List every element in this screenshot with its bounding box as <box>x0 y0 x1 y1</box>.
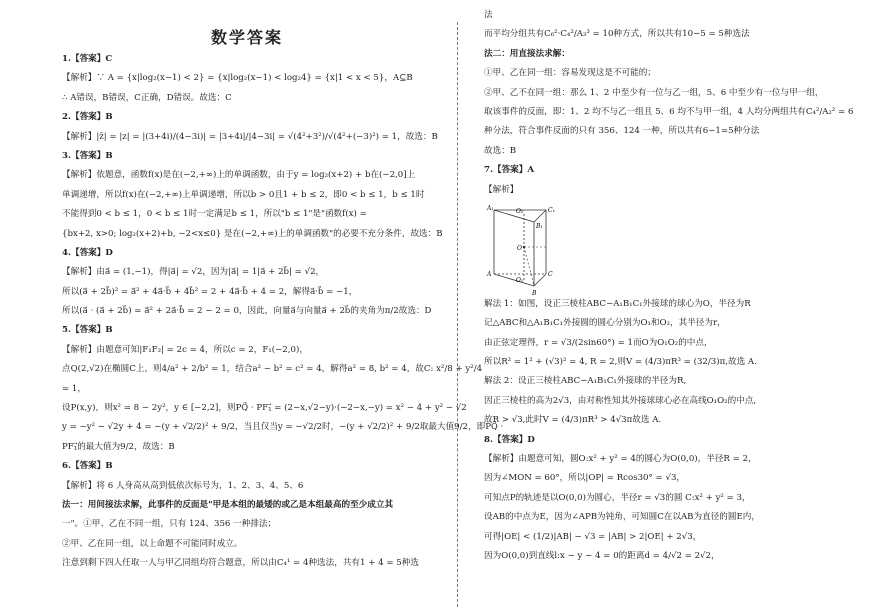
text-line: 所以(a⃗ · (a⃗ + 2b⃗) = a⃗² + 2a⃗·b⃗ = 2 − 2 = 0，因此，向量a⃗与向量a⃗ + 2b⃗的夹角为π/2故选：D <box>62 306 432 317</box>
figure-label: O₂ <box>516 207 524 215</box>
text-line: 所以R² = 1² + (√3)² = 4, R = 2,则V = (4/3)πR³ = (32/3)π,故选 A. <box>484 357 757 368</box>
text-line: 7.【答案】A <box>484 165 535 176</box>
text-line: 1.【答案】C <box>62 54 113 64</box>
text-line: 种分法，符合事件反面的只有 356、124 一种，所以共有6−1=5种分法 <box>484 126 760 137</box>
text-line: ②甲、乙在同一组，以上命题不可能同时成立。 <box>62 538 243 549</box>
figure-label: A₁ <box>487 204 494 212</box>
text-line: 【解析】∵ A = {x|log₂(x−1) < 2} = {x|log₂(x−1) < log₂4} = {x|1 < x < 5}，A⊆B <box>62 73 413 84</box>
text-line: 【解析】|z̄| = |z| = |(3+4i)/(4−3i)| = |3+4i|/|4−3i| = √(4²+3²)/√(4²+(−3)²) = 1，故选：B <box>62 131 438 142</box>
text-line: 一"。①甲、乙在不同一组，只有 124、356 一种排法； <box>62 519 277 530</box>
text-line: ①甲、乙在同一组：容易发现这是不可能的； <box>484 68 656 79</box>
text-line: {bx+2, x>0; log₂(x+2)+b, −2<x≤0} 是在(−2,+∞)上的单调函数"的必要不充分条件，故选：B <box>62 228 443 239</box>
text-line: 不能得到0 < b ≤ 1，0 < b ≤ 1时一定满足b ≤ 1，所以"b ≤ 1"是"函数f(x) = <box>62 209 367 220</box>
text-line: 6.【答案】B <box>62 461 113 472</box>
figure-label: B₁ <box>536 222 543 230</box>
page-title: 数学答案 <box>210 28 283 47</box>
text-line: 2.【答案】B <box>62 112 113 123</box>
text-line: 由正弦定理得，r = √3/(2sin60°) = 1而O为O₁O₂的中点， <box>484 337 713 348</box>
text-line: 可知点P的轨迹是以O(0,0)为圆心，半径r = √3的圆 C:x² + y² = 3， <box>484 492 751 503</box>
text-line: 设AB的中点为E，因为∠APB为钝角，可知圆C在以AB为直径的圆E内， <box>484 512 760 523</box>
text-line: 法二：用直接法求解： <box>484 48 570 59</box>
text-line: 3.【答案】B <box>62 150 113 161</box>
text-line: 【解析】由a⃗ = (1,−1)，得|a⃗| = √2，因为|a⃗| = 1|a⃗ + 2b⃗| = √2， <box>62 267 325 278</box>
text-line: 可得|OE| < (1/2)|AB| − √3 = |AB| > 2|OE| + 2√3， <box>484 531 702 542</box>
left-line-list <box>62 54 504 578</box>
right-column <box>484 10 854 570</box>
column-divider <box>457 22 459 607</box>
text-line: 故R > √3,此时V = (4/3)πR³ > 4√3π故选 A. <box>484 415 662 426</box>
text-line: 法一：用间接法求解，此事件的反面是"甲是本组的最矮的或乙是本组最高的至少成立其 <box>62 499 394 510</box>
text-line: 因为O(0,0)到直线l:x − y − 4 = 0的距离d = 4/√2 = 2√2， <box>484 550 720 561</box>
text-line: y = −y² − √2y + 4 = −(y + √2/2)² + 9/2，当且仅当y = −√2/2时，−(y + √2/2)² + 9/2取最大值9/2，即PQ⃗ · <box>62 422 504 433</box>
right-line-list-top <box>484 10 854 204</box>
text-line: 取该事件的反面，即：1、2 均不与乙一组且 5、6 均不与甲一组，4 人均分两组共有C₄²/A₂² = 6 <box>484 106 854 117</box>
text-line: 而平均分组共有C₆²·C₄²/A₃³ = 10种方式，所以共有10−5 = 5种选法 <box>484 29 750 40</box>
prism-figure <box>484 204 834 299</box>
text-line: 所以(a⃗ + 2b⃗)² = a⃗² + 4a⃗·b⃗ + 4b⃗² = 2 + 4a⃗·b⃗ + 4 = 2，解得a⃗·b⃗ = −1， <box>62 286 358 297</box>
text-line: PF₁⃗的最大值为9/2，故选：B <box>62 441 175 452</box>
text-line: 单调递增，所以f(x)在(−2,+∞)上单调递增，所以b > 0且1 + b ≤ 2，即0 < b ≤ 1，b ≤ 1时 <box>62 189 425 200</box>
figure-label: C₁ <box>548 206 555 214</box>
text-line: = 1， <box>62 383 86 394</box>
text-line: 因为∠MON = 60°，所以|OP| = Rcos30° = √3， <box>484 473 686 484</box>
text-line: 4.【答案】D <box>62 247 113 258</box>
text-line: 故选：B <box>484 145 517 156</box>
text-line: 【解析】由题意可知|F₁F₂| = 2c = 4，所以c = 2，F₁(−2,0)， <box>62 344 308 355</box>
text-line: 设P(x,y)，则x² = 8 − 2y²，y ∈ [−2,2]，则PQ⃗ · PF₁⃗ = (2−x,√2−y)·(−2−x,−y) = x² − 4 + y² − √2 <box>62 403 467 414</box>
figure-label: A <box>487 270 492 278</box>
text-line: 点Q(2,√2)在椭圆C上，则4/a² + 2/b² = 1，结合a² − b² = c² = 4，解得a² = 8, b² = 4，故C: x²/8 + y²/4 <box>62 364 483 375</box>
figure-label: O <box>517 244 522 252</box>
text-line: 5.【答案】B <box>62 325 113 336</box>
left-column <box>62 0 504 578</box>
text-line: 解法 2：设正三棱柱ABC−A₁B₁C₁外接球的半径为R, <box>484 376 687 387</box>
figure-label: O₁ <box>516 276 524 284</box>
text-line: 8.【答案】D <box>484 434 535 445</box>
text-line: 【解析】将 6 人身高从高到低依次标号为，1、2、3、4、5、6 <box>62 480 304 491</box>
figure-label: C <box>548 270 553 278</box>
text-line: ∴ A错误，B错误，C正确，D错误。故选：C <box>62 92 232 103</box>
right-line-list-bottom <box>484 299 834 570</box>
text-line: 【解析】 <box>484 184 519 195</box>
triangular-prism-diagram <box>486 204 566 299</box>
text-line: 记△ABC和△A₁B₁C₁外接圆的圆心分别为O₁和O₂，其半径为r， <box>484 318 726 329</box>
text-line: 【解析】依题意，函数f(x)是在(−2,+∞)上的单调函数，由于y = log₂(x+2) + b在(−2,0]上 <box>62 170 416 181</box>
text-line: 因正三棱柱的高为2√3，由对称性知其外接球球心必在高线O₁O₂的中点, <box>484 395 757 406</box>
text-line: 【解析】由题意可知，圆O:x² + y² = 4的圆心为O(0,0)，半径R = 2， <box>484 454 757 465</box>
text-line: 法 <box>484 10 493 20</box>
text-line: 注意到剩下四人任取一人与甲乙同组均符合题意，所以由C₄¹ = 4种选法，共有1 + 4 = 5种选 <box>62 558 419 569</box>
figure-label: B <box>532 289 537 297</box>
text-line: ②甲、乙不在同一组：那么 1、2 中至少有一位与乙一组，5、6 中至少有一位与甲一组， <box>484 87 824 98</box>
text-line: 解法 1：如图，设正三棱柱ABC−A₁B₁C₁外接球的球心为O，半径为R <box>484 298 751 309</box>
